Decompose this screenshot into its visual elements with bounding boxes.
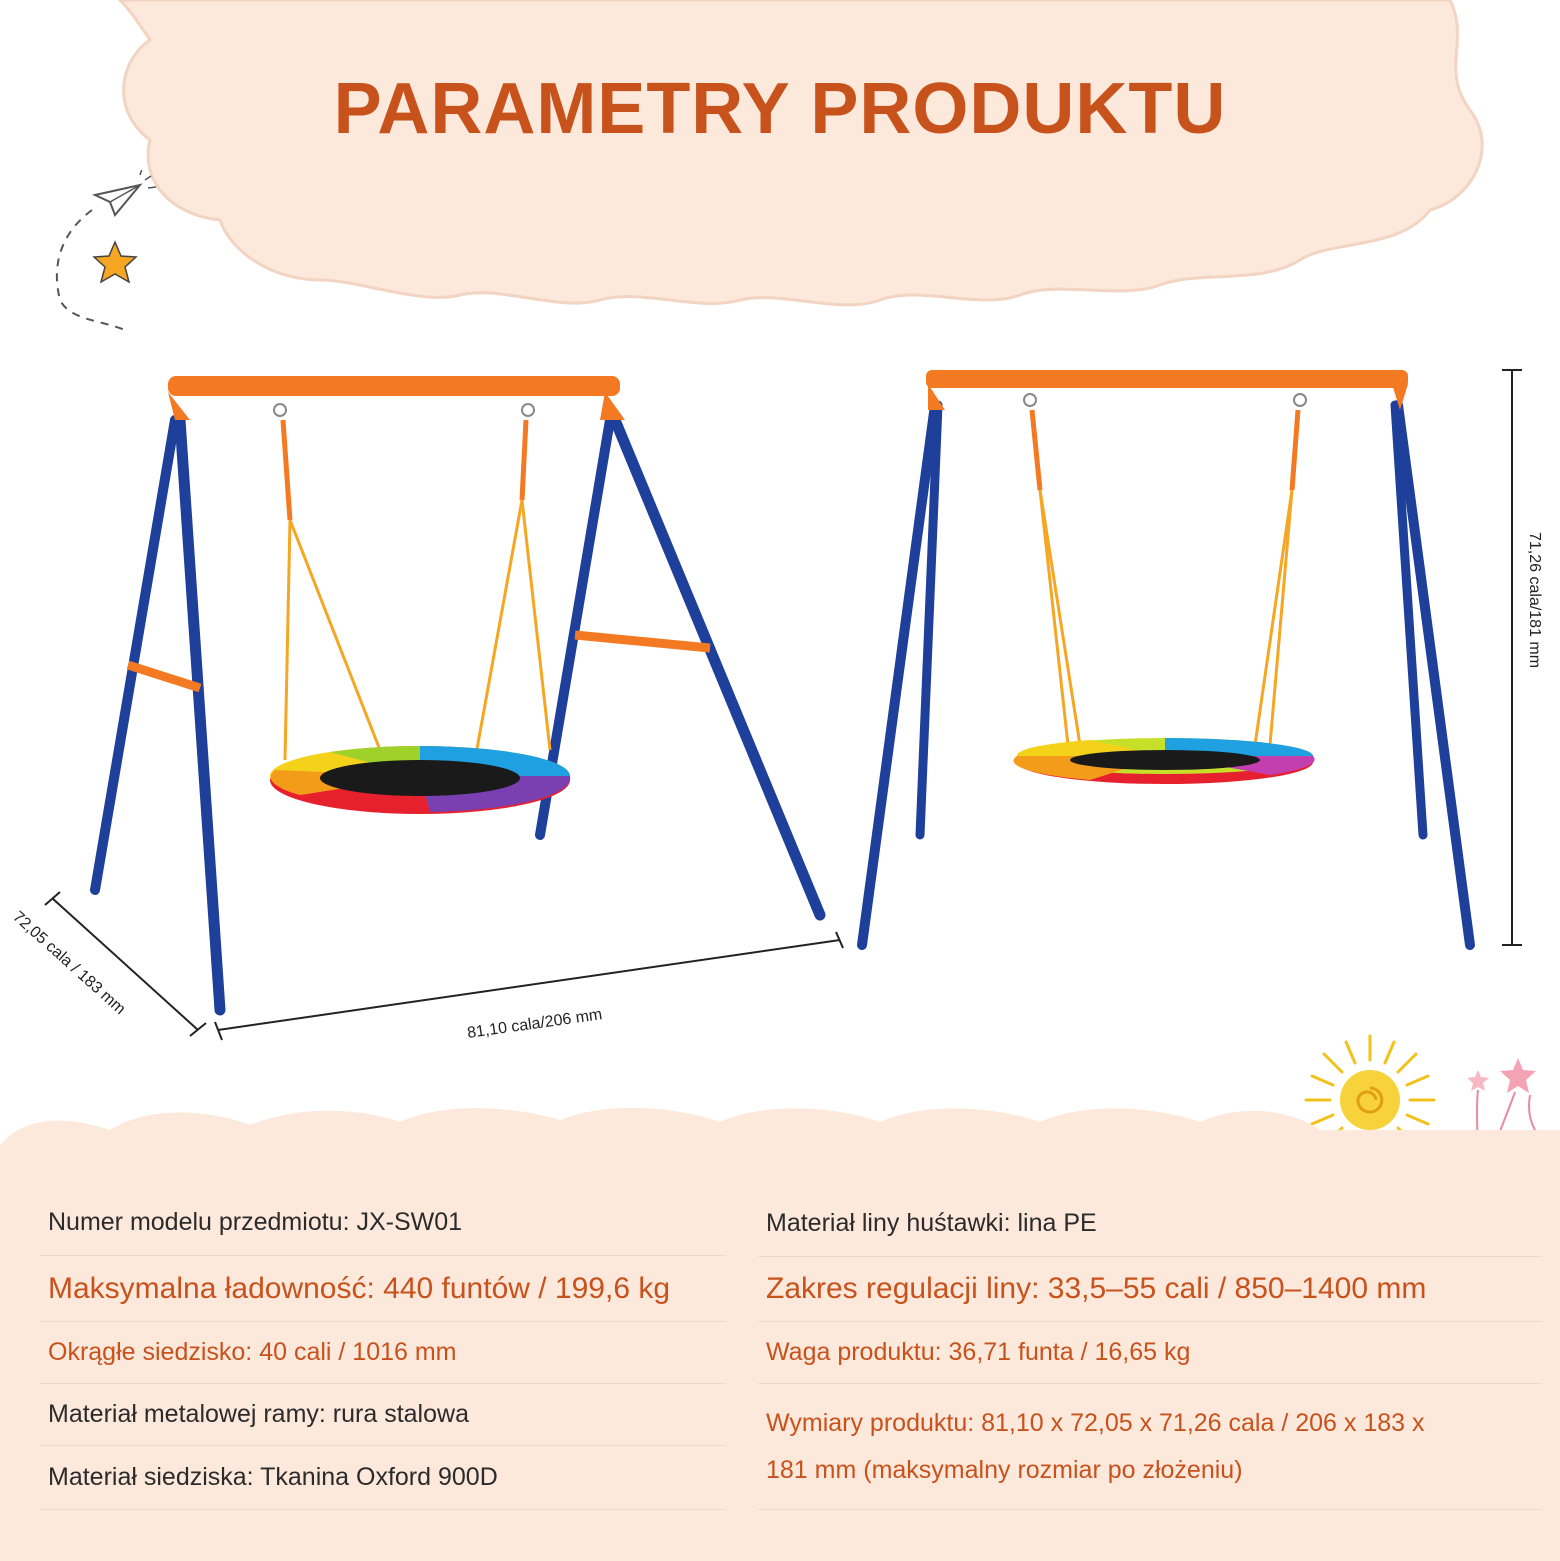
swing-front-view — [45, 376, 843, 1040]
height-dimension-label: 71,26 cala/181 mm — [1526, 532, 1543, 669]
page-title: PARAMETRY PRODUKTU — [333, 69, 1227, 149]
spec-row — [758, 1257, 1542, 1322]
spec-row — [40, 1384, 726, 1446]
specs-left-column — [40, 1190, 726, 1510]
specs-right-column — [758, 1190, 1542, 1510]
spec-row — [40, 1256, 726, 1322]
spec-row — [758, 1384, 1542, 1510]
spec-max-load: Maksymalna ładowność: 440 funtów / 199,6 kg — [48, 1271, 671, 1305]
spec-seat-material: Materiał siedziska: Tkanina Oxford 900D — [48, 1463, 498, 1491]
spec-frame-material: Materiał metalowej ramy: rura stalowa — [48, 1400, 469, 1428]
spec-round-seat: Okrągłe siedzisko: 40 cali / 1016 mm — [48, 1338, 457, 1366]
spec-row — [758, 1322, 1542, 1384]
spec-product-dimensions: Wymiary produktu: 81,10 x 72,05 x 71,26 cala / 206 x 183 x 181 mm (maksymalny rozmiar po złożeniu) — [766, 1408, 1425, 1484]
width-dimension-label: 81,10 cala/206 mm — [466, 1006, 604, 1042]
spec-rope-material: Materiał liny huśtawki: lina PE — [766, 1208, 1097, 1237]
depth-dimension-label: 72,05 cala / 183 mm — [9, 908, 129, 1018]
swing-illustration — [0, 340, 1560, 1080]
spec-row — [40, 1190, 726, 1256]
spec-row — [40, 1322, 726, 1384]
spec-model-number: Numer modelu przedmiotu: JX-SW01 — [48, 1208, 463, 1236]
decoration-left — [40, 170, 160, 340]
spec-product-weight: Waga produktu: 36,71 funta / 16,65 kg — [766, 1338, 1191, 1366]
spec-row — [758, 1190, 1542, 1257]
swing-side-view — [862, 370, 1522, 945]
header-cloud — [0, 0, 1560, 330]
spec-rope-adjustment: Zakres regulacji liny: 33,5–55 cali / 850–1400 mm — [766, 1272, 1427, 1305]
star-icon — [94, 242, 136, 282]
spec-row — [40, 1446, 726, 1510]
paper-plane-icon — [95, 170, 156, 215]
